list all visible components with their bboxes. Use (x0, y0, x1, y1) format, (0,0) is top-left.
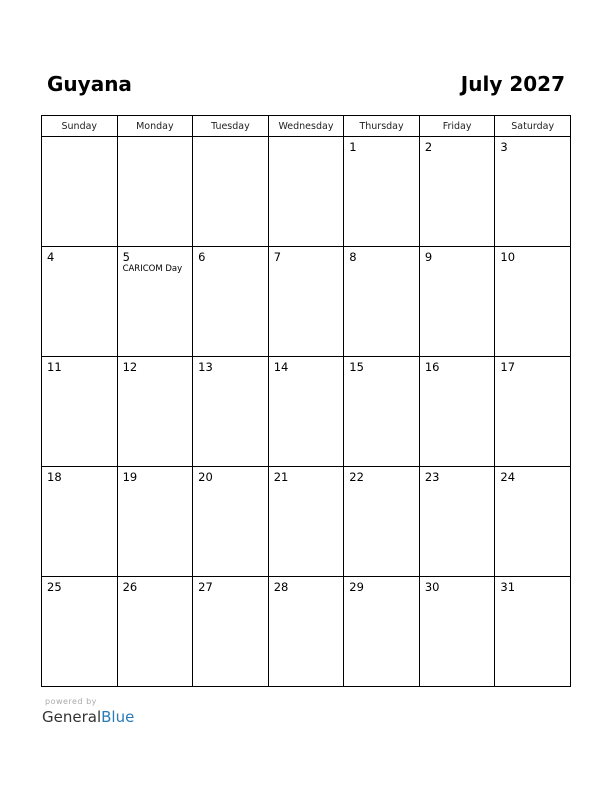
day-cell (117, 357, 193, 467)
day-number: 25 (47, 580, 62, 594)
day-cell (193, 247, 269, 357)
day-number: 3 (500, 140, 508, 154)
day-cell (117, 247, 193, 357)
day-cell (42, 467, 118, 577)
day-cell (42, 137, 118, 247)
day-cell (268, 357, 344, 467)
weekday-header-sunday: Sunday (42, 116, 118, 137)
day-number (193, 137, 268, 140)
day-number: 14 (273, 360, 289, 374)
calendar-grid (41, 115, 571, 687)
day-number: 10 (500, 250, 516, 264)
day-number (118, 137, 193, 140)
brand-logo[interactable] (42, 707, 134, 727)
day-cell (193, 577, 269, 687)
day-number: 11 (47, 360, 62, 374)
day-number: 2 (424, 140, 433, 154)
day-cell (495, 577, 571, 687)
day-cell (193, 467, 269, 577)
day-cell (42, 357, 118, 467)
weekday-header-row (42, 116, 571, 137)
day-cell (117, 577, 193, 687)
day-cell (193, 357, 269, 467)
day-number: 1 (349, 140, 357, 154)
day-cell (344, 577, 420, 687)
day-cell (419, 137, 495, 247)
day-cell (495, 247, 571, 357)
day-cell (344, 467, 420, 577)
day-number: 29 (349, 580, 364, 594)
day-number: 31 (500, 580, 516, 594)
country-title: Guyana (47, 72, 132, 96)
day-number (269, 137, 344, 140)
day-cell (419, 247, 495, 357)
day-cell (344, 137, 420, 247)
day-cell (419, 467, 495, 577)
day-number: 21 (273, 470, 289, 484)
week-row (42, 137, 571, 247)
day-number: 16 (424, 360, 440, 374)
day-cell (419, 357, 495, 467)
day-cell (419, 577, 495, 687)
day-cell (268, 577, 344, 687)
day-number: 5 (122, 250, 130, 264)
day-number: 24 (500, 470, 516, 484)
powered-by-text: powered by (45, 697, 97, 706)
week-row (42, 357, 571, 467)
day-cell (495, 357, 571, 467)
day-number: 6 (198, 250, 206, 264)
day-cell (495, 137, 571, 247)
day-number: 8 (349, 250, 357, 264)
weekday-header-wednesday: Wednesday (268, 116, 344, 137)
day-cell (268, 247, 344, 357)
weekday-header-friday: Friday (419, 116, 495, 137)
day-number: 9 (424, 250, 433, 264)
week-row (42, 467, 571, 577)
day-number: 13 (198, 360, 213, 374)
day-number: 26 (122, 580, 138, 594)
day-number: 27 (198, 580, 213, 594)
day-cell (268, 467, 344, 577)
day-cell (268, 137, 344, 247)
day-number: 12 (122, 360, 138, 374)
day-number: 4 (47, 250, 55, 264)
brand-name-blue: Blue (101, 708, 135, 726)
day-cell (344, 247, 420, 357)
day-number (42, 137, 117, 140)
day-number: 18 (47, 470, 62, 484)
week-row (42, 247, 571, 357)
day-cell (117, 137, 193, 247)
day-number: 7 (273, 250, 282, 264)
day-cell (193, 137, 269, 247)
month-year-title: July 2027 (460, 72, 565, 96)
day-number: 30 (424, 580, 440, 594)
day-cell (42, 247, 118, 357)
day-number: 28 (273, 580, 289, 594)
week-row (42, 577, 571, 687)
day-cell (117, 467, 193, 577)
day-number: 23 (424, 470, 440, 484)
weekday-header-thursday: Thursday (344, 116, 420, 137)
day-cell (495, 467, 571, 577)
day-number: 22 (349, 470, 364, 484)
weekday-header-saturday: Saturday (495, 116, 571, 137)
day-number: 20 (198, 470, 213, 484)
holiday-label: CARICOM Day (122, 264, 183, 274)
day-number: 19 (122, 470, 138, 484)
weekday-header-monday: Monday (117, 116, 193, 137)
day-cell (344, 357, 420, 467)
brand-name-general: General (42, 708, 102, 726)
weekday-header-tuesday: Tuesday (193, 116, 269, 137)
day-number: 15 (349, 360, 364, 374)
day-number: 17 (500, 360, 516, 374)
day-cell (42, 577, 118, 687)
